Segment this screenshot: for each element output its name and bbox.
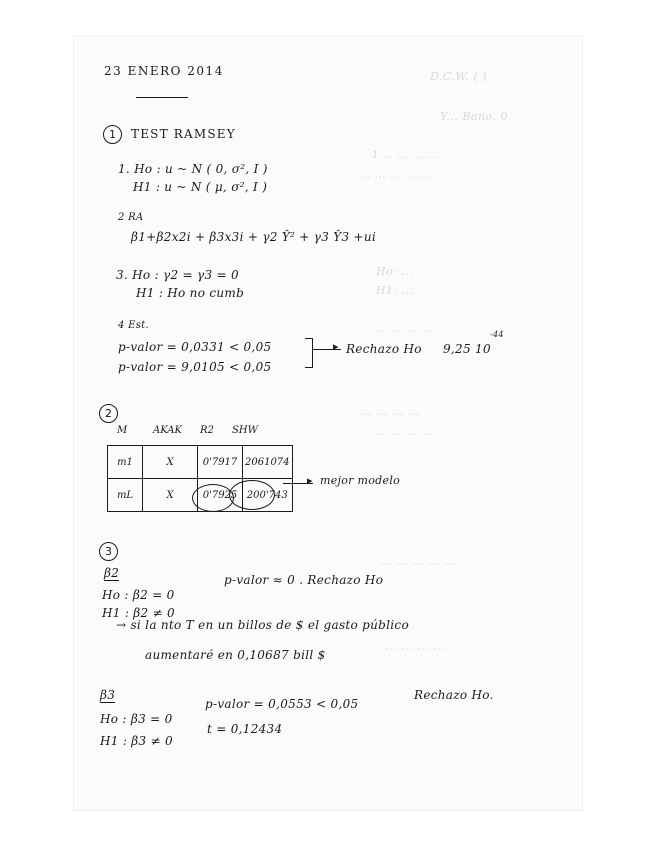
s3-line: aumentaré en 0,10687 bill $ <box>145 648 326 662</box>
title-underline <box>136 97 188 98</box>
ghost-text: 1 ... ... ... ... <box>372 150 438 161</box>
s1-stat: 9,25 10 <box>443 342 491 356</box>
circle-mark <box>229 480 275 510</box>
arrow-head: ▸ <box>333 340 339 353</box>
ghost-text: ... ... ... ... <box>372 322 432 335</box>
ghost-text: ... ... ... ... ... <box>360 170 430 181</box>
ghost-text: ... ... ... ... ... <box>380 555 456 568</box>
s2-note: mejor modelo <box>320 474 401 487</box>
col-header: SHW <box>232 425 258 436</box>
s1-heading: TEST RAMSEY <box>131 127 236 141</box>
s3-line: Ho : β3 = 0 <box>100 712 173 726</box>
ghost-text: Ho: ... <box>376 265 414 278</box>
ghost-text: Y... Bano. 0 <box>440 110 508 123</box>
ghost-text: D.C.W. ( ) <box>430 70 487 83</box>
s1-line: H1 : Ho no cumb <box>136 286 245 300</box>
s3-line: H1 : β3 ≠ 0 <box>100 734 173 748</box>
s3-line: p-valor ≈ 0 . Rechazo Ho <box>224 573 384 587</box>
ghost-text: H1: ... <box>376 284 414 297</box>
s1-stat-exponent: -44 <box>490 330 504 339</box>
s1-line: p-valor = 0,0331 < 0,05 <box>118 340 272 354</box>
ghost-text: ... ... ... ... <box>360 405 420 418</box>
table-cell: m1 <box>108 446 143 479</box>
table-cell: 2061074 <box>243 446 293 479</box>
page-title: 23 ENERO 2014 <box>104 64 224 78</box>
section-3-number: 3 <box>99 542 118 561</box>
beta2-label: β2 <box>104 566 120 580</box>
paper-sheet <box>74 36 582 810</box>
table-cell: X <box>143 479 198 512</box>
table-cell: 0'7917 <box>198 446 243 479</box>
s1-line: β1+β2x2i + β3x3i + γ2 Ŷ² + γ3 Ŷ3 +ui <box>131 230 377 244</box>
ghost-text: ... ... ... ... <box>385 640 445 653</box>
arrow-head: ▸ <box>307 474 313 487</box>
table-cell: 0'7925 <box>198 479 243 512</box>
s1-conclusion: Rechazo Ho <box>346 342 422 356</box>
s3-line: Ho : β2 = 0 <box>102 588 175 602</box>
bracket <box>305 367 313 368</box>
s1-line: H1 : u ~ N ( μ, σ², I ) <box>133 180 268 194</box>
bracket <box>312 338 313 368</box>
col-header: R2 <box>200 425 214 436</box>
col-header: M <box>117 425 128 436</box>
s1-line: 1. Ho : u ~ N ( 0, σ², I ) <box>118 162 268 176</box>
table-cell: mL <box>108 479 143 512</box>
table-cell: 200'743 <box>243 479 293 512</box>
section-2-number: 2 <box>99 404 118 423</box>
s1-line: 4 Est. <box>118 320 149 331</box>
section-1-number: 1 <box>103 125 122 144</box>
table-cell: X <box>143 446 198 479</box>
ghost-text: ... ... ... ... <box>372 425 432 438</box>
s3-line: → si la nto T en un billos de $ el gasto público <box>116 618 409 632</box>
s1-line: p-valor = 9,0105 < 0,05 <box>118 360 272 374</box>
beta3-label: β3 <box>100 688 116 702</box>
s3-line: t = 0,12434 <box>207 722 283 736</box>
s1-line: 3. Ho : γ2 = γ3 = 0 <box>116 268 239 282</box>
circle-mark <box>192 484 234 512</box>
s3-line: Rechazo Ho. <box>414 688 494 702</box>
col-header: AKAK <box>153 425 182 436</box>
s3-line: p-valor = 0,0553 < 0,05 <box>205 697 359 711</box>
s3-line: H1 : β2 ≠ 0 <box>102 606 175 620</box>
s1-line: 2 RA <box>118 212 144 223</box>
table-row <box>108 446 293 479</box>
